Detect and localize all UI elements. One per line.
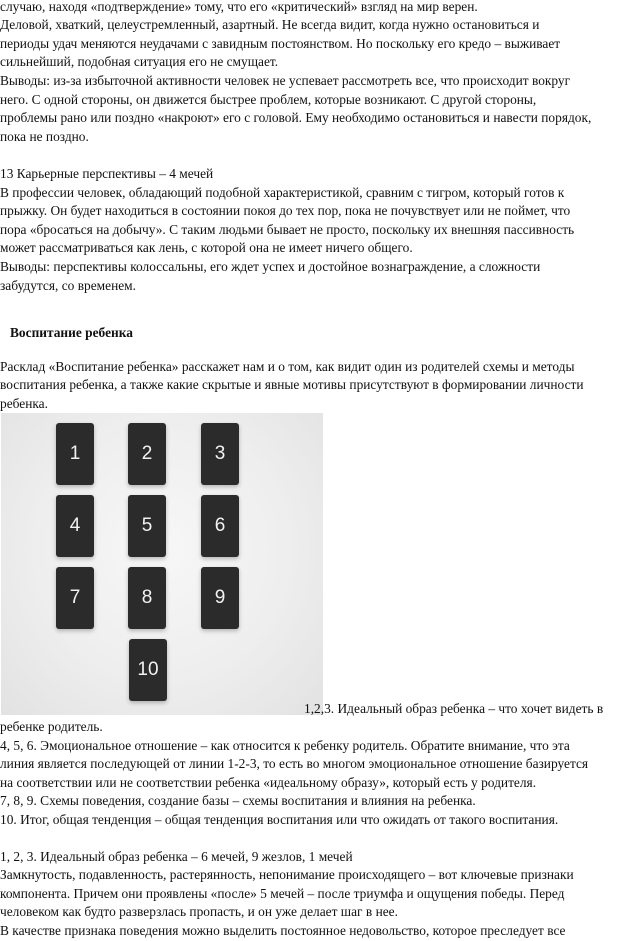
text-line: Деловой, хваткий, целеустремленный, азартный. Не всегда видит, когда нужно остановиться и: [0, 17, 540, 32]
text-line: прыжку. Он будет находиться в состоянии покоя до тех пор, пока не почувствует или не поймет, что: [0, 203, 571, 218]
spread-card-3: 3: [201, 423, 239, 485]
text-line: компонента. Причем они проявлены «после» 5 мечей – после триумфа и ощущения победы. Перед: [0, 886, 565, 901]
text-line: 7, 8, 9. Схемы поведения, создание базы – схемы воспитания и влияния на ребенка.: [0, 793, 476, 808]
text-line: него. С одной стороны, он движется быстрее проблем, которые возникают. С другой стороны,: [0, 92, 537, 107]
text-line: может рассматриваться как лень, с которой она не имеет ничего общего.: [0, 240, 413, 255]
text-line: периоды удач меняются неудачами с завидным постоянством. Но поскольку его кредо – выживает: [0, 36, 561, 51]
text-line: случаю, находя «подтверждение» тому, что его «критический» взгляд на мир верен.: [0, 0, 478, 14]
text-line: сильнейший, подобная ситуация его не смущает.: [0, 54, 279, 69]
text-line: ребенке родитель.: [0, 719, 103, 734]
text-line: человеком как будто разверзлась пропасть, и он уже делает шаг в нее.: [0, 904, 398, 919]
spread-card-6: 6: [201, 495, 239, 557]
spread-card-8: 8: [128, 567, 166, 629]
spread-card-9: 9: [201, 567, 239, 629]
text-line: проблемы рано или поздно «накроют» его с головой. Ему необходимо остановиться и навести порядок,: [0, 110, 592, 125]
text-line: пора «бросаться на добычу». С таким людьми бывает не просто, поскольку их внешняя пассивность: [0, 222, 575, 237]
spread-layout-image: [1, 413, 323, 715]
text-line: В профессии человек, обладающий подобной характеристикой, сравним с тигром, который готов к: [0, 185, 565, 200]
text-line: Расклад «Воспитание ребенка» расскажет нам и о том, как видит один из родителей схемы и методы: [0, 359, 575, 374]
text-line: на соответствии или не соответствии ребенка «идеальному образу», который есть у родителя.: [0, 775, 537, 790]
text-line: 13 Карьерные перспективы – 4 мечей: [0, 166, 214, 181]
spread-card-10: 10: [129, 639, 167, 701]
text-line: 4, 5, 6. Эмоциональное отношение – как относится к ребенку родитель. Обратите внимание, что эта: [0, 738, 570, 753]
text-line: забудутся, со временем.: [0, 278, 137, 293]
text-line: ребенка.: [0, 396, 48, 411]
text-line: Выводы: перспективы колоссальны, его ждет успех и достойное вознаграждение, а сложности: [0, 259, 541, 274]
spread-card-4: 4: [56, 495, 94, 557]
text-line: линия является последующей от линии 1-2-3, то есть во многом эмоциональное отношение базируется: [0, 756, 589, 771]
text-line: Выводы: из-за избыточной активности человек не успевает рассмотреть все, что происходит вокруг: [0, 73, 571, 88]
spread-card-1: 1: [56, 423, 94, 485]
text-line: воспитания ребенка, а также какие скрытые и явные мотивы присутствуют в формировании личности: [0, 377, 584, 392]
text-line: пока не поздно.: [0, 129, 89, 144]
spread-card-7: 7: [56, 567, 94, 629]
text-line: Замкнутость, подавленность, растерянность, непонимание происходящего – вот ключевые признаки: [0, 867, 574, 882]
text-line: В качестве признака поведения можно выделить постоянное недовольство, которое преследует все: [0, 923, 566, 938]
spread-card-5: 5: [128, 495, 166, 557]
figure-caption: 1,2,3. Идеальный образ ребенка – что хочет видеть в: [304, 701, 604, 716]
spread-card-2: 2: [128, 423, 166, 485]
text-line: 1, 2, 3. Идеальный образ ребенка – 6 мечей, 9 жезлов, 1 мечей: [0, 849, 353, 864]
section-heading: Воспитание ребенка: [10, 325, 133, 340]
text-line: 10. Итог, общая тенденция – общая тенденция воспитания или что ожидать от такого воспитания.: [0, 812, 559, 827]
